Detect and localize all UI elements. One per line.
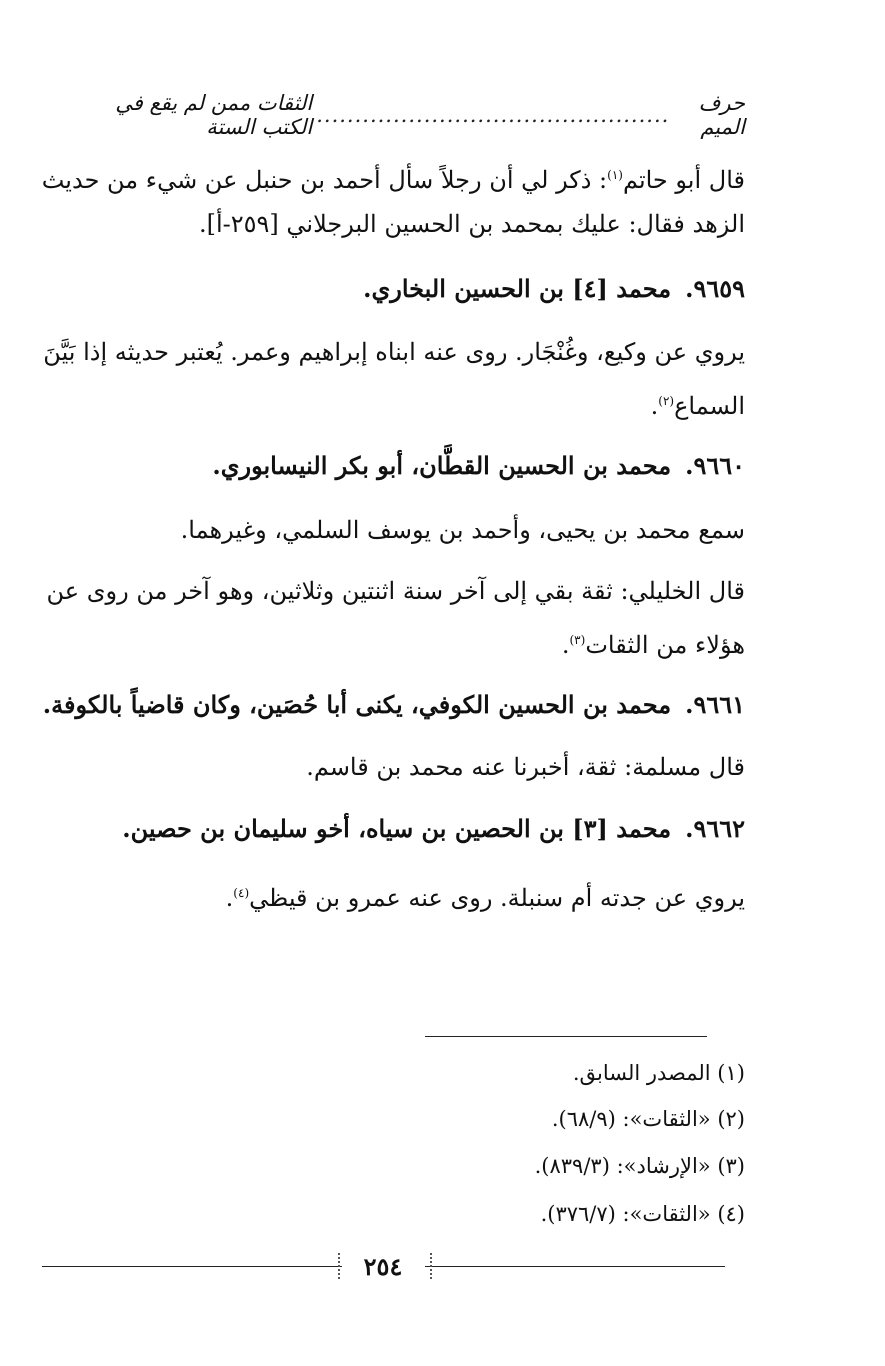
entry-text-line: يروي عن جدته أم سنبلة. روى عنه عمرو بن قيظي$^{(٤)}$. <box>225 884 745 912</box>
footnote: (٢) «الثقات»: (٦٨/٩). <box>551 1107 745 1131</box>
footnote: (٤) «الثقات»: (٣٧٦/٧). <box>540 1202 745 1226</box>
header-chapter: حرف الميم <box>698 91 745 139</box>
entry-number: ٩٦٦١. <box>685 690 745 719</box>
entry-text-line: قال الخليلي: ثقة بقي إلى آخر سنة اثنتين وثلاثين، وهو آخر من روى عن <box>46 577 745 605</box>
entry-title: محمد [٤] بن الحسين البخاري. <box>363 274 672 303</box>
footer-rule-right <box>425 1266 725 1267</box>
page-number: ٢٥٤ <box>338 1251 428 1283</box>
entry-number: ٩٦٥٩. <box>685 274 745 303</box>
entry-title: محمد بن الحسين الكوفي، يكنى أبا حُصَين، وكان قاضياً بالكوفة. <box>42 690 672 719</box>
paragraph-line: قال أبو حاتم$^{(١)}$: ذكر لي أن رجلاً سأل أحمد بن حنبل عن شيء من حديث <box>41 166 745 194</box>
entry-heading-9659 <box>363 272 745 306</box>
entry-text-line: هؤلاء من الثقات$^{(٣)}$. <box>561 631 745 659</box>
entry-number: ٩٦٦٠. <box>685 451 745 480</box>
entry-heading-9660 <box>212 449 745 483</box>
footer-rule-left <box>42 1266 342 1267</box>
footnote-ref: (١) <box>607 168 623 182</box>
entry-text-line: قال مسلمة: ثقة، أخبرنا عنه محمد بن قاسم. <box>306 753 745 781</box>
entry-heading-9661 <box>43 688 745 722</box>
entry-title: محمد بن الحسين القطَّان، أبو بكر النيسابوري. <box>212 451 672 480</box>
entry-text-line: يروي عن وكيع، وغُنْجَار. روى عنه ابناه إبراهيم وعمر. يُعتبر حديثه إذا بَيَّنَ <box>43 338 745 366</box>
entry-title: محمد [٣] بن الحصين بن سياه، أخو سليمان بن حصين. <box>122 814 672 843</box>
footnote: (٣) «الإرشاد»: (٨٣٩/٣). <box>534 1154 745 1178</box>
entry-heading-9662 <box>122 812 745 846</box>
footnote-ref: (٣) <box>569 633 586 647</box>
footnote-ref: (٤) <box>233 886 250 900</box>
entry-text-line: السماع$^{(٢)}$. <box>650 392 745 420</box>
footnote-ref: (٢) <box>658 394 675 408</box>
running-header <box>85 91 745 139</box>
entry-number: ٩٦٦٢. <box>685 814 745 843</box>
entry-text-line: سمع محمد بن يحيى، وأحمد بن يوسف السلمي، وغيرهما. <box>180 516 745 544</box>
footnote-separator <box>425 1036 707 1037</box>
paragraph-line: الزهد فقال: عليك بمحمد بن الحسين البرجلاني [٢٥٩-أ]. <box>198 210 745 238</box>
header-dots: .............................................. <box>316 103 670 127</box>
footnote: (١) المصدر السابق. <box>572 1061 745 1085</box>
header-book-title: الثقات ممن لم يقع في الكتب الستة <box>115 91 313 139</box>
